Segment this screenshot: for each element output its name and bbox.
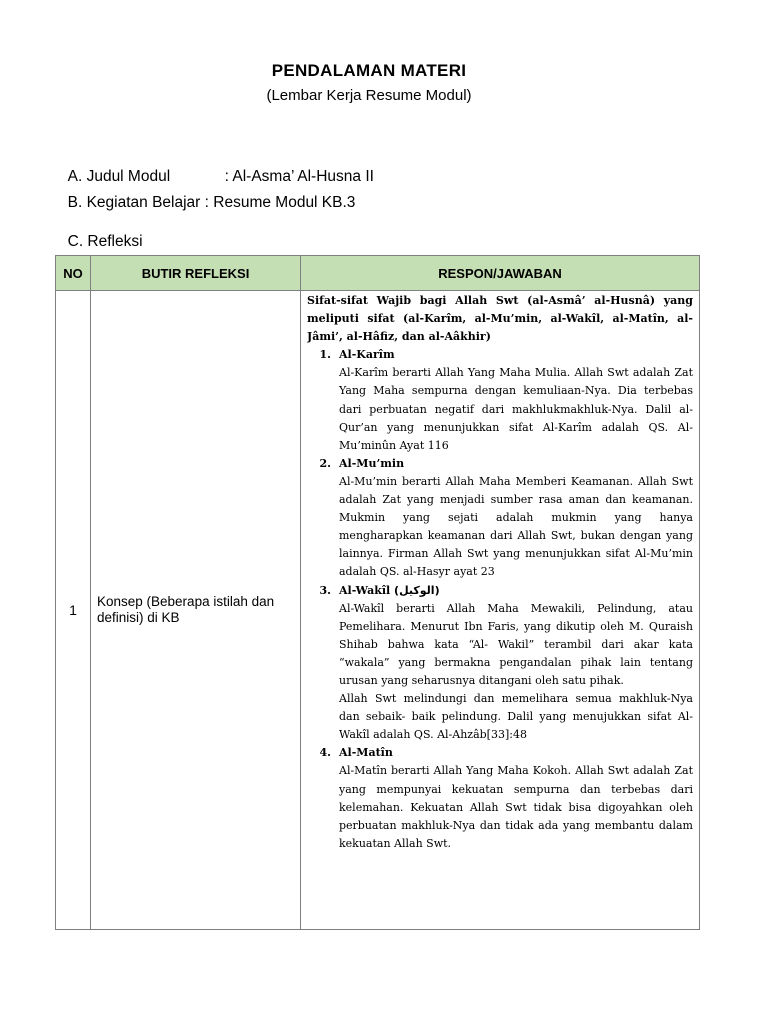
table-header-row	[56, 256, 700, 291]
list-item-heading	[339, 455, 693, 473]
kegiatan-belajar-row	[59, 176, 355, 212]
list-item-paragraph: Al-Mu’min berarti Allah Maha Memberi Keamanan. Allah Swt adalah Zat yang menjadi sumber rasa aman dan keamanan. Mukmin yang sejati adalah mukmin yang hanya mengharapkan keamanan dari Allah Swt, bukan dengan yang lainnya. Firman Allah Swt yang menunjukkan sifat Al-Mu’min adalah QS. al-Hasyr ayat 23	[339, 474, 693, 579]
list-item-number: 2.	[319, 456, 331, 470]
list-item	[307, 744, 693, 853]
refleksi-heading	[59, 215, 143, 251]
list-item	[307, 455, 693, 582]
kegiatan-belajar-label: B. Kegiatan Belajar	[67, 194, 201, 211]
page-title: PENDALAMAN MATERI	[271, 61, 467, 80]
respon-content	[307, 292, 693, 926]
kegiatan-belajar-separator: :	[204, 194, 209, 211]
list-item-number: 4.	[319, 746, 331, 760]
list-item-number: 3.	[319, 583, 331, 597]
judul-modul-value: Al-Asma’ Al-Husna II	[232, 168, 374, 185]
list-item-heading-text: Al-Karîm	[339, 348, 395, 362]
list-item-heading	[339, 582, 693, 600]
list-item-paragraph: Al-Wakîl berarti Allah Maha Mewakili, Pelindung, atau Pemelihara. Menurut Ibn Faris, yang dikutip oleh M. Quraish Shihab bahwa kata “Al- Wakil” terambil dari akar kata “wakala” yang bermakna pengandalan pihak lain tentang urusan yang seharusnya ditangani oleh satu pihak.	[339, 601, 693, 687]
list-item-paragraph: Al-Karîm berarti Allah Yang Maha Mulia. Allah Swt adalah Zat Yang Maha sempurna dengan kemuliaan-Nya. Dia terbebas dari perbuatan negatif dari makhlukmakhluk-Nya. Dalil al-Qur’an yang menunjukkan sifat Al-Karîm adalah QS. Al-Mu’minûn Ayat 116	[339, 366, 693, 452]
respon-intro: Sifat-sifat Wajib bagi Allah Swt (al-Asmâ’ al-Husnâ) yang meliputi sifat (al-Karîm, al-Mu’min, al-Wakîl, al-Matîn, al-Jâmi’, al-Hâfiz, dan al-Aâkhir)	[307, 294, 693, 344]
table-row	[56, 291, 700, 930]
judul-modul-label: A. Judul Modul	[67, 168, 171, 185]
page-subtitle: (Lembar Kerja Resume Modul)	[266, 87, 472, 104]
header-butir-refleksi: BUTIR REFLEKSI	[91, 256, 301, 291]
list-item	[307, 582, 693, 745]
refleksi-table	[55, 255, 700, 930]
list-item-heading	[339, 744, 693, 762]
refleksi-label: C. Refleksi	[67, 233, 143, 250]
kegiatan-belajar-value: Resume Modul KB.3	[213, 194, 356, 211]
list-item-body	[339, 346, 693, 455]
list-item-heading	[339, 346, 693, 364]
butir-refleksi-cell: Konsep (Beberapa istilah dan definisi) di KB	[91, 291, 301, 930]
list-item-body	[339, 744, 693, 853]
header-respon-jawaban: RESPON/JAWABAN	[301, 256, 700, 291]
list-item	[307, 346, 693, 455]
list-item-heading-arabic: (الوكيل)	[394, 583, 440, 597]
list-item-paragraph: Allah Swt melindungi dan memelihara semua makhluk-Nya dan sebaik- baik pelindung. Dalil yang menujukkan sifat Al-Wakîl adalah QS. Al-Ahzâb[33]:48	[339, 692, 693, 742]
list-item-body	[339, 455, 693, 582]
list-item-heading-text: Al-Mu’min	[339, 456, 405, 470]
list-item-number: 1.	[319, 348, 331, 362]
list-item-paragraph: Al-Matîn berarti Allah Yang Maha Kokoh. Allah Swt adalah Zat yang mempunyai kekuatan sempurna dan terbebas dari kelemahan. Kekuatan Allah Swt tidak bisa digoyahkan oleh perbuatan makhluk-Nya dan tidak ada yang membantu dalam kekuatan Allah Swt.	[339, 764, 693, 850]
row-number: 1	[56, 291, 91, 930]
judul-modul-separator: :	[224, 168, 229, 185]
sifat-list	[307, 346, 693, 853]
list-item-heading-text: Al-Matîn	[339, 746, 393, 760]
list-item-body	[339, 582, 693, 745]
header-no: NO	[56, 256, 91, 291]
respon-jawaban-cell	[301, 291, 700, 930]
list-item-heading-text: Al-Wakîl	[339, 583, 391, 597]
